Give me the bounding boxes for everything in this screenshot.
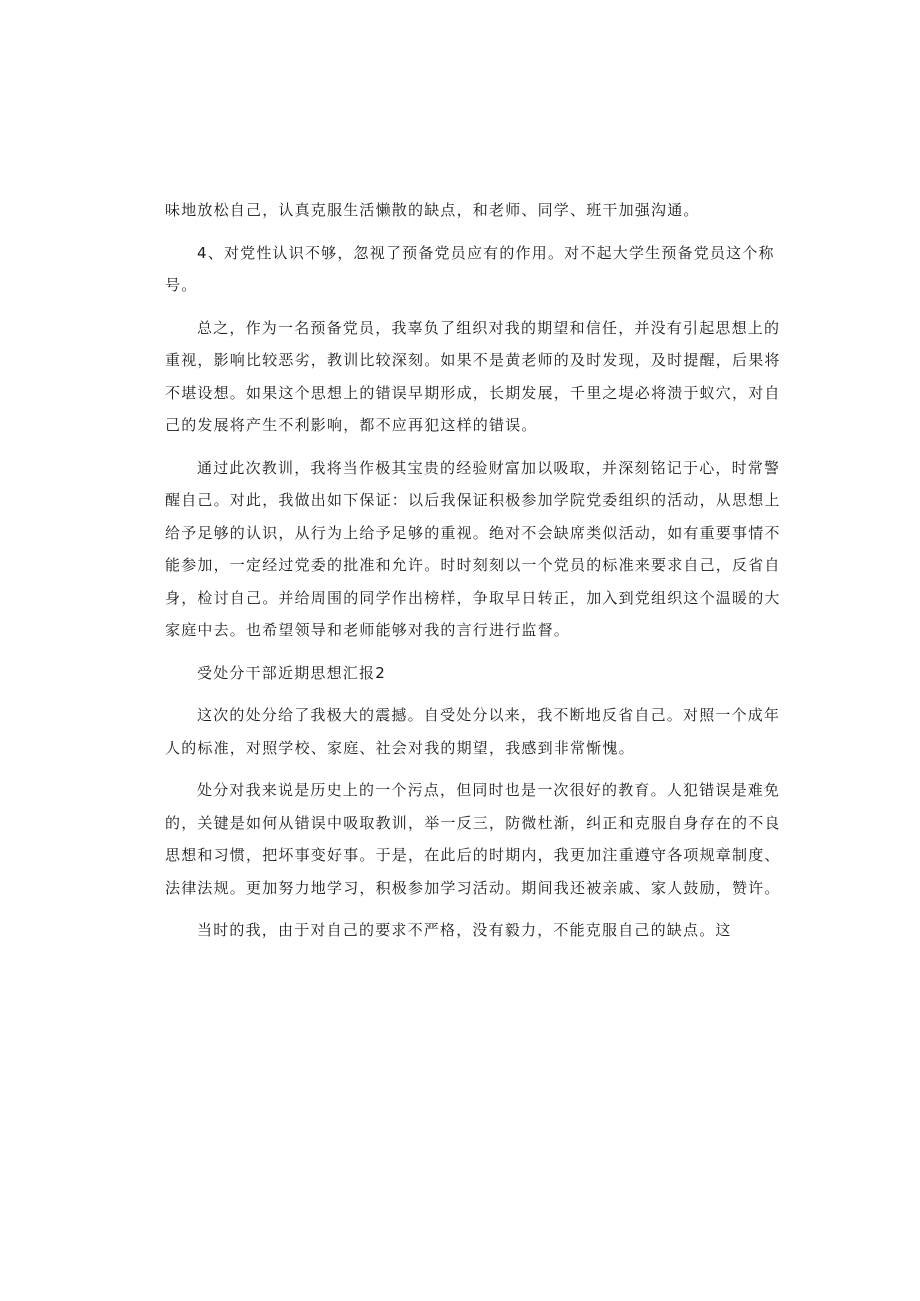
paragraph-line: 味地放松自己，认真克服生活懒散的缺点，和老师、同学、班干加强沟通。 — [165, 201, 700, 219]
paragraph-line: 处分对我来说是历史上的一个污点，但同时也是一次很好的教育。人犯错误是难免 — [197, 781, 781, 799]
paragraph-line: 的，关键是如何从错误中吸取教训，举一反三，防微杜渐，纠正和克服自身存在的不良 — [165, 813, 781, 832]
paragraph-line: 通过此次教训，我将当作极其宝贵的经验财富加以吸取，并深刻铭记于心，时常警 — [197, 458, 781, 477]
paragraph-line: 家庭中去。也希望领导和老师能够对我的言行进行监督。 — [165, 621, 571, 639]
paragraph-line: 这次的处分给了我极大的震撼。自受处分以来，我不断地反省自己。对照一个成年 — [197, 706, 781, 724]
paragraph-line: 己的发展将产生不利影响，都不应再犯这样的错误。 — [165, 416, 538, 434]
paragraph-line: 当时的我，由于对自己的要求不严格，没有毅力，不能克服自己的缺点。这 — [197, 921, 732, 939]
paragraph-2 — [165, 312, 781, 442]
paragraph-line: 人的标准，对照学校、家庭、社会对我的期望，我感到非常惭愧。 — [165, 738, 635, 757]
paragraph-6 — [165, 914, 753, 947]
paragraph-3 — [165, 452, 781, 647]
paragraph-line: 4、对党性认识不够，忽视了预备党员应有的作用。对不起大学生预备党员这个称 — [197, 243, 775, 262]
paragraph-1 — [165, 237, 775, 302]
paragraph-0 — [165, 194, 753, 227]
paragraph-line: 给予足够的认识，从行为上给予足够的重视。绝对不会缺席类似活动，如有重要事情不 — [165, 523, 781, 542]
paragraph-line: 能参加，一定经过党委的批准和允许。时时刻刻以一个党员的标准来要求自己，反省自 — [165, 556, 781, 574]
document-body — [165, 194, 781, 947]
paragraph-line: 不堪设想。如果这个思想上的错误早期形成，长期发展，千里之堤必将溃于蚁穴，对自 — [165, 383, 781, 402]
paragraph-line: 重视，影响比较恶劣，教训比较深刻。如果不是黄老师的及时发现，及时提醒，后果将 — [165, 351, 781, 369]
paragraph-line: 思想和习惯，把坏事变好事。于是，在此后的时期内，我更加注重遵守各项规章制度、 — [165, 846, 781, 864]
paragraph-line: 号。 — [165, 276, 198, 294]
paragraph-line: 身，检讨自己。并给周围的同学作出榜样，争取早日转正，加入到党组织这个温暖的大 — [165, 588, 781, 607]
paragraph-line: 总之，作为一名预备党员，我辜负了组织对我的期望和信任，并没有引起思想上的 — [197, 318, 781, 337]
section-heading: 受处分干部近期思想汇报2 — [197, 663, 386, 682]
paragraph-4 — [165, 699, 781, 764]
paragraph-line: 法律法规。更加努力地学习，积极参加学习活动。期间我还被亲戚、家人鼓励，赞许。 — [165, 878, 781, 897]
paragraph-line: 醒自己。对此，我做出如下保证：以后我保证积极参加学院党委组织的活动，从思想上 — [165, 491, 781, 509]
paragraph-5 — [165, 774, 781, 904]
